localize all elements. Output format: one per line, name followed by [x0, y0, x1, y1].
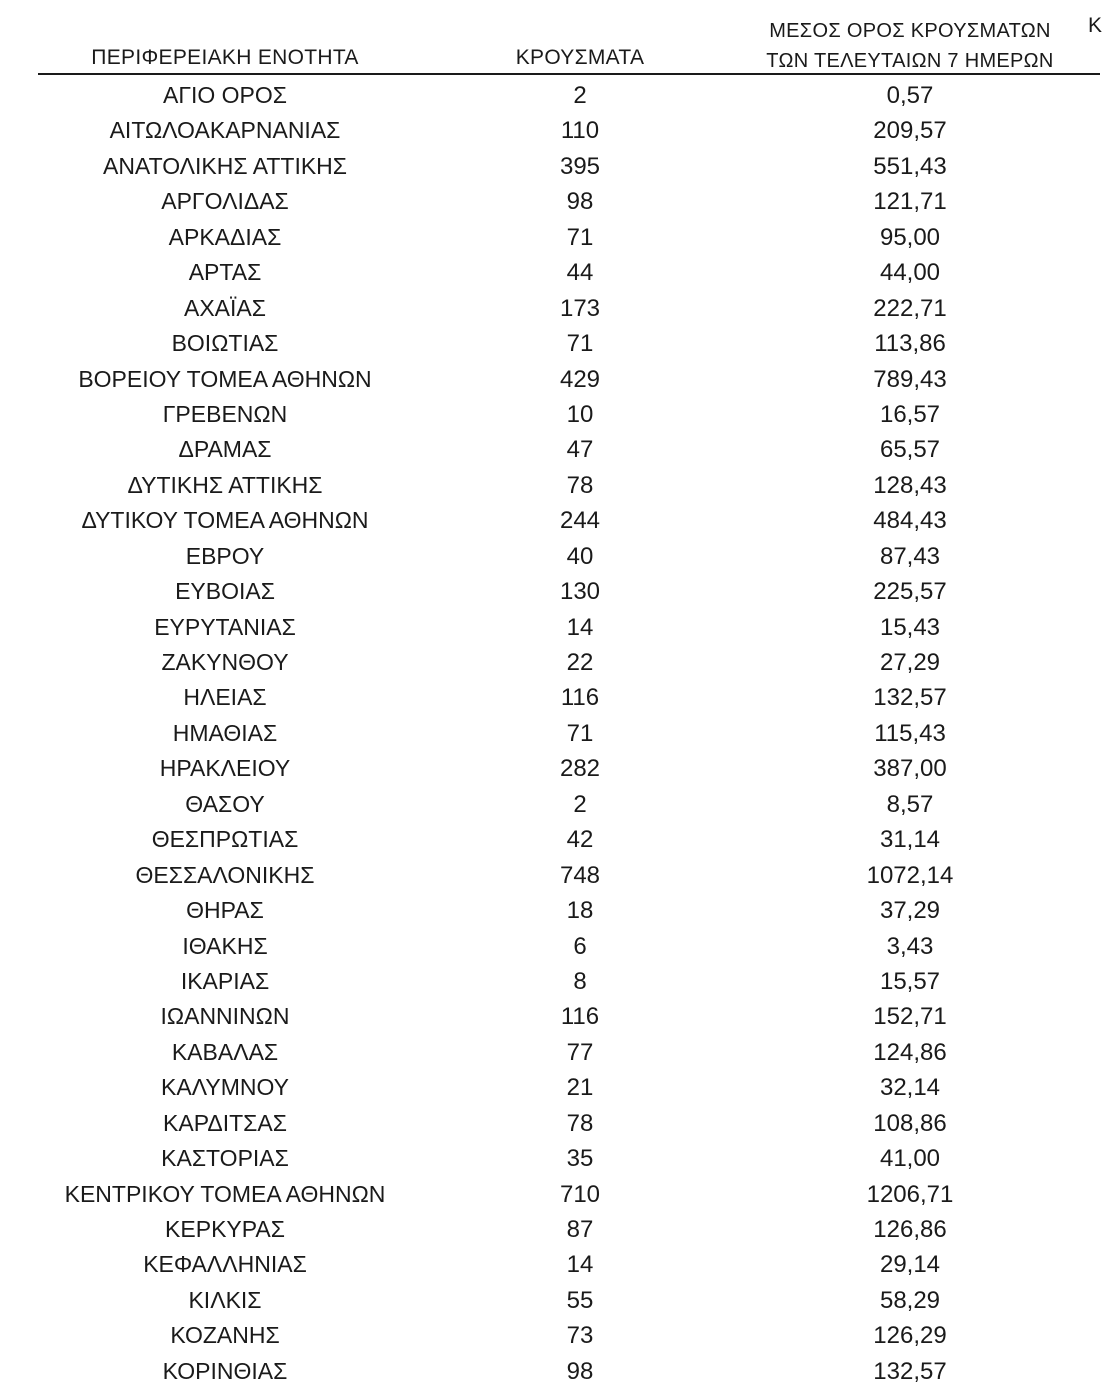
region-cell: ΒΟΡΕΙΟΥ ΤΟΜΕΑ ΑΘΗΝΩΝ [78, 365, 372, 392]
region-cell: ΒΟΙΩΤΙΑΣ [171, 330, 279, 357]
cases-cell: 71 [566, 330, 594, 358]
average-cell: 41,00 [879, 1145, 941, 1173]
header-cases: ΚΡΟΥΣΜΑΤΑ [515, 46, 645, 69]
average-cell: 128,43 [873, 471, 947, 499]
region-cell: ΚΕΦΑΛΛΗΝΙΑΣ [143, 1251, 307, 1278]
average-cell: 789,43 [873, 365, 947, 393]
table-row [0, 397, 1100, 432]
average-cell: 124,86 [873, 1038, 947, 1066]
region-cell: ΘΗΡΑΣ [186, 897, 264, 924]
region-cell: ΕΒΡΟΥ [185, 542, 265, 569]
cases-cell: 77 [566, 1038, 594, 1066]
cases-cell: 748 [559, 861, 601, 889]
cases-cell: 429 [559, 365, 601, 393]
table-row [0, 1247, 1100, 1282]
average-cell: 32,14 [879, 1074, 941, 1102]
cases-cell: 395 [559, 152, 601, 180]
average-cell: 1206,71 [866, 1180, 954, 1208]
average-cell: 222,71 [873, 294, 947, 322]
average-cell: 209,57 [873, 117, 947, 145]
cases-cell: 78 [566, 1109, 594, 1137]
average-cell: 15,57 [879, 967, 941, 995]
cases-cell: 116 [560, 684, 600, 712]
cases-cell: 44 [566, 259, 594, 287]
cases-cell: 110 [560, 117, 600, 145]
average-cell: 31,14 [879, 826, 941, 854]
region-cell: ΘΕΣΠΡΩΤΙΑΣ [151, 826, 299, 853]
average-cell: 1072,14 [866, 861, 954, 889]
region-cell: ΑΙΤΩΛΟΑΚΑΡΝΑΝΙΑΣ [109, 117, 341, 144]
average-cell: 29,14 [879, 1251, 941, 1279]
cases-cell: 14 [566, 613, 594, 641]
region-cell: ΗΡΑΚΛΕΙΟΥ [159, 755, 291, 782]
header-region: ΠΕΡΙΦΕΡΕΙΑΚΗ ΕΝΟΤΗΤΑ [91, 46, 359, 69]
region-cell: ΗΜΑΘΙΑΣ [172, 719, 278, 746]
table-row [0, 1070, 1100, 1105]
table-row [0, 326, 1100, 361]
region-cell: ΑΓΙΟ ΟΡΟΣ [162, 82, 288, 108]
region-cell: ΗΛΕΙΑΣ [183, 684, 267, 711]
header-average-line-2: ΤΩΝ ΤΕΛΕΥΤΑΙΩΝ 7 ΗΜΕΡΩΝ [766, 50, 1054, 72]
region-cell: ΚΑΡΔΙΤΣΑΣ [163, 1109, 287, 1136]
table-row [0, 787, 1100, 822]
header-cut-off-column: Κ [1088, 14, 1102, 37]
table-row [0, 574, 1100, 609]
region-cell: ΑΝΑΤΟΛΙΚΗΣ ΑΤΤΙΚΗΣ [102, 152, 348, 179]
cases-cell: 116 [560, 1003, 600, 1031]
region-cell: ΚΟΖΑΝΗΣ [170, 1322, 280, 1349]
average-cell: 484,43 [873, 507, 947, 535]
average-cell: 108,86 [873, 1109, 947, 1137]
region-cell: ΑΡΓΟΛΙΔΑΣ [161, 188, 289, 215]
cases-cell: 710 [559, 1180, 601, 1208]
cases-cell: 73 [566, 1322, 594, 1350]
cases-cell: 282 [559, 755, 601, 783]
region-cell: ΔΥΤΙΚΟΥ ΤΟΜΕΑ ΑΘΗΝΩΝ [81, 507, 369, 534]
average-cell: 87,43 [879, 542, 941, 570]
table-row [0, 1141, 1100, 1176]
average-cell: 15,43 [879, 613, 941, 641]
cases-cell: 173 [559, 294, 601, 322]
average-cell: 65,57 [879, 436, 941, 464]
table-row [0, 291, 1100, 326]
cases-cell: 35 [566, 1145, 594, 1173]
table-row [0, 680, 1100, 715]
table-row [0, 113, 1100, 148]
region-cell: ΓΡΕΒΕΝΩΝ [162, 400, 288, 427]
region-cell: ΚΑΒΑΛΑΣ [171, 1038, 279, 1065]
cases-cell: 244 [559, 507, 601, 535]
cases-cell: 14 [566, 1251, 594, 1279]
region-cell: ΘΕΣΣΑΛΟΝΙΚΗΣ [135, 861, 315, 888]
region-cell: ΚΑΣΤΟΡΙΑΣ [161, 1145, 289, 1172]
average-cell: 0,57 [886, 82, 934, 109]
average-cell: 121,71 [873, 188, 947, 216]
table-row [0, 220, 1100, 255]
average-cell: 37,29 [879, 897, 941, 925]
table-row [0, 1354, 1100, 1389]
region-cell: ΔΥΤΙΚΗΣ ΑΤΤΙΚΗΣ [127, 471, 323, 498]
table-row [0, 468, 1100, 503]
region-cell: ΙΚΑΡΙΑΣ [180, 967, 270, 994]
average-cell: 27,29 [879, 649, 941, 676]
table-row [0, 1318, 1100, 1353]
cases-cell: 21 [566, 1074, 594, 1102]
table-body [0, 78, 1100, 1389]
region-cell: ΑΡΤΑΣ [188, 259, 262, 286]
table-row [0, 999, 1100, 1034]
average-cell: 126,86 [873, 1216, 947, 1243]
table-row [0, 1035, 1100, 1070]
table-row [0, 822, 1100, 857]
cases-cell: 71 [566, 223, 594, 251]
table-row [0, 539, 1100, 574]
average-cell: 551,43 [873, 152, 947, 180]
cases-cell: 6 [573, 932, 587, 960]
table-row [0, 645, 1100, 680]
header-average-line-1: ΜΕΣΟΣ ΟΡΟΣ ΚΡΟΥΣΜΑΤΩΝ [769, 20, 1051, 42]
average-cell: 95,00 [879, 223, 941, 251]
average-cell: 132,57 [873, 684, 947, 712]
cases-cell: 98 [566, 1357, 594, 1385]
table-row [0, 184, 1100, 219]
average-cell: 126,29 [873, 1322, 947, 1350]
table-row [0, 362, 1100, 397]
cases-cell: 2 [573, 82, 587, 109]
cases-cell: 8 [573, 967, 587, 995]
cases-cell: 78 [566, 471, 594, 499]
region-cell: ΙΩΑΝΝΙΝΩΝ [160, 1003, 290, 1030]
cases-cell: 55 [566, 1286, 594, 1314]
region-cell: ΚΑΛΥΜΝΟΥ [161, 1074, 289, 1101]
table-row [0, 78, 1100, 113]
average-cell: 132,57 [873, 1357, 947, 1385]
table-row [0, 1177, 1100, 1212]
region-cell: ΘΑΣΟΥ [185, 790, 265, 817]
header-divider [38, 73, 1100, 75]
table-row [0, 716, 1100, 751]
average-cell: 387,00 [873, 755, 947, 783]
cases-cell: 2 [573, 790, 587, 818]
cases-cell: 47 [566, 436, 594, 464]
region-cell: ΕΥΒΟΙΑΣ [175, 578, 275, 605]
region-cell: ΖΑΚΥΝΘΟΥ [161, 649, 289, 675]
table-row [0, 893, 1100, 928]
table-row [0, 929, 1100, 964]
cases-cell: 130 [559, 578, 601, 606]
region-cell: ΔΡΑΜΑΣ [178, 436, 272, 463]
table-row [0, 1106, 1100, 1141]
average-cell: 152,71 [873, 1003, 947, 1031]
table-row [0, 1212, 1100, 1247]
region-cell: ΚΕΡΚΥΡΑΣ [165, 1216, 285, 1242]
cases-cell: 18 [566, 897, 594, 925]
table-row [0, 964, 1100, 999]
region-cell: ΚΙΛΚΙΣ [188, 1286, 262, 1313]
table-row [0, 858, 1100, 893]
average-cell: 115,43 [874, 719, 946, 747]
region-cell: ΑΡΚΑΔΙΑΣ [168, 223, 282, 250]
region-cell: ΑΧΑΪΑΣ [184, 294, 266, 321]
table-row [0, 149, 1100, 184]
average-cell: 58,29 [879, 1286, 941, 1314]
table-row [0, 751, 1100, 786]
header-average [740, 16, 1080, 76]
average-cell: 44,00 [879, 259, 941, 287]
average-cell: 16,57 [879, 400, 941, 428]
region-cell: ΙΘΑΚΗΣ [182, 932, 268, 959]
cases-cell: 42 [566, 826, 594, 854]
table-row [0, 610, 1100, 645]
table-row [0, 255, 1100, 290]
cases-cell: 87 [566, 1216, 594, 1243]
average-cell: 8,57 [886, 790, 934, 818]
cases-cell: 71 [566, 719, 594, 747]
average-cell: 225,57 [873, 578, 947, 606]
region-cell: ΕΥΡΥΤΑΝΙΑΣ [154, 613, 296, 640]
table-row [0, 503, 1100, 538]
table-row [0, 1283, 1100, 1318]
average-cell: 3,43 [886, 932, 934, 960]
average-cell: 113,86 [874, 330, 946, 358]
region-cell: ΚΕΝΤΡΙΚΟΥ ΤΟΜΕΑ ΑΘΗΝΩΝ [64, 1180, 386, 1207]
cases-cell: 40 [566, 542, 594, 570]
table-row [0, 432, 1100, 467]
cases-cell: 22 [566, 649, 594, 676]
cases-cell: 10 [566, 400, 594, 428]
cases-cell: 98 [566, 188, 594, 216]
region-cell: ΚΟΡΙΝΘΙΑΣ [162, 1357, 288, 1384]
